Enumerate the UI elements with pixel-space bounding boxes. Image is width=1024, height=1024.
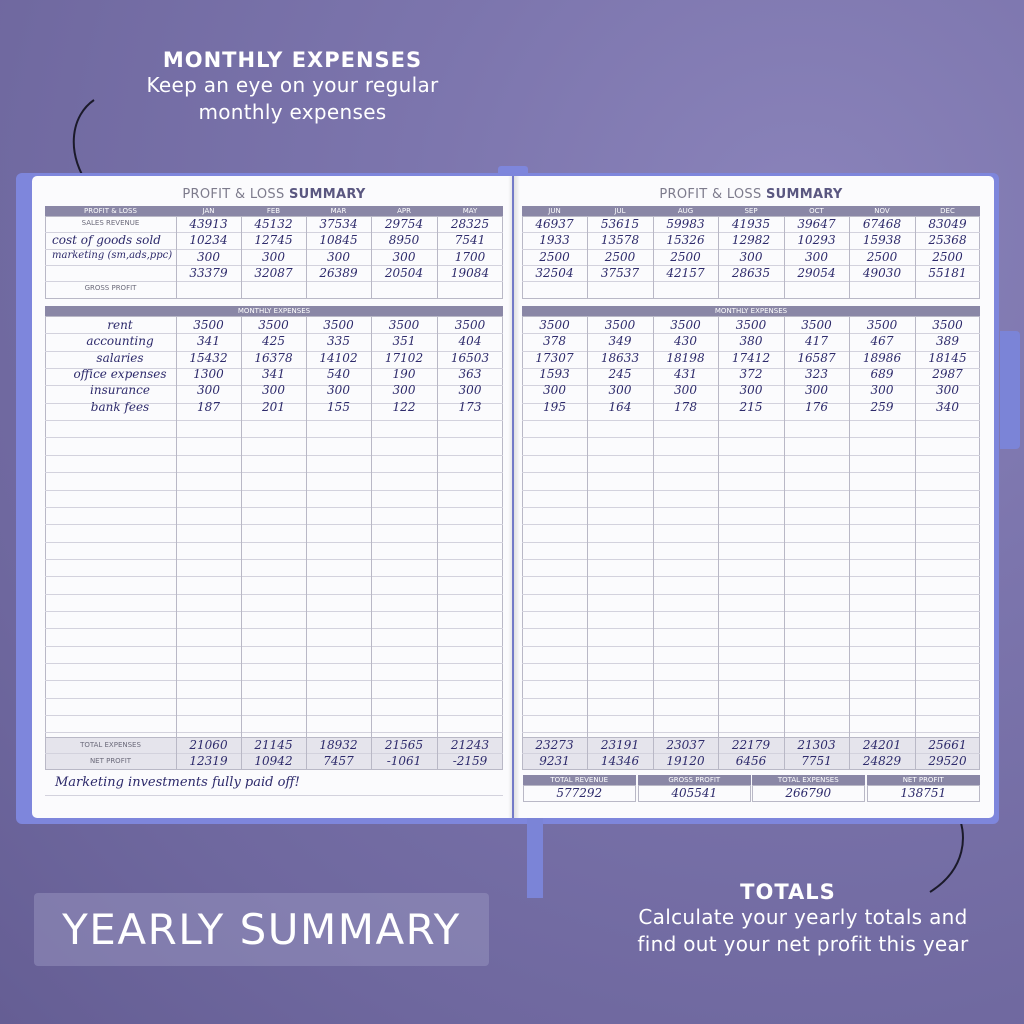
handwritten-value: 37537 — [600, 265, 640, 280]
expense-value: 425 — [262, 334, 285, 349]
total-value: 7457 — [323, 754, 354, 768]
month-header-bar — [45, 206, 503, 216]
handwritten-value: 10293 — [797, 233, 836, 248]
grid-line — [522, 594, 980, 595]
handwritten-value: 2500 — [604, 249, 636, 264]
gross-profit-label: GROSS PROFIT — [84, 284, 137, 293]
net-profit-label: NET PROFIT — [89, 757, 132, 765]
grid-line — [45, 472, 503, 473]
handwritten-value: 300 — [197, 249, 220, 264]
yearly-total-value: 138751 — [900, 786, 947, 800]
total-value: 10942 — [254, 754, 293, 768]
total-value: 24201 — [862, 738, 902, 752]
total-value: 25661 — [928, 738, 967, 752]
expense-value: 3500 — [193, 318, 224, 332]
grid-line — [522, 524, 980, 525]
grid-line — [718, 316, 719, 750]
expense-label: accounting — [86, 334, 154, 349]
expense-value: 122 — [392, 399, 416, 414]
expense-value: 2987 — [932, 366, 963, 381]
month-header-label: APR — [397, 207, 411, 215]
total-value: 23273 — [535, 738, 574, 752]
grid-line — [522, 472, 980, 473]
handwritten-value: 46937 — [535, 217, 574, 231]
handwritten-label: cost of goods sold — [52, 233, 161, 248]
grid-line — [45, 611, 503, 612]
elastic-band — [1000, 331, 1020, 449]
expense-value: 363 — [458, 366, 482, 381]
grid-line — [45, 576, 503, 577]
month-header-label: JUN — [548, 207, 561, 215]
expense-value: 155 — [327, 399, 350, 414]
grid-line — [45, 490, 503, 491]
totals-line2: find out your net profit this year — [637, 932, 969, 956]
expense-value: 3500 — [735, 318, 767, 332]
expense-value: 380 — [739, 334, 763, 349]
expense-value: 190 — [392, 366, 416, 381]
expense-value: 201 — [262, 399, 285, 414]
expense-value: 17307 — [535, 350, 574, 365]
expense-value: 187 — [197, 399, 220, 414]
grid-line — [45, 646, 503, 647]
handwritten-value: 2500 — [932, 249, 963, 264]
handwritten-value: 55181 — [928, 265, 967, 280]
expense-value: 372 — [739, 366, 763, 381]
expense-value: 300 — [327, 383, 350, 398]
handwritten-value: 7541 — [454, 233, 486, 248]
expense-value: 431 — [674, 366, 697, 381]
expense-value: 18986 — [862, 350, 902, 365]
expense-value: 404 — [458, 334, 482, 349]
handwritten-value: 29754 — [384, 217, 424, 231]
grid-line — [45, 628, 503, 629]
expense-value: 17102 — [384, 350, 424, 365]
grid-line — [522, 455, 980, 456]
handwritten-value: 300 — [805, 249, 828, 264]
expense-value: 3500 — [801, 318, 832, 332]
grid-line — [522, 490, 980, 491]
grid-line — [587, 316, 588, 750]
grid-line — [45, 542, 503, 543]
handwritten-value: 300 — [327, 249, 350, 264]
grid-line — [241, 316, 242, 750]
expenses-box — [522, 316, 980, 751]
month-header-label: NOV — [874, 207, 890, 215]
grid-line — [522, 542, 980, 543]
handwritten-value: 2500 — [539, 249, 570, 264]
handwritten-value: 32087 — [254, 265, 293, 280]
expense-value: 173 — [458, 399, 482, 414]
handwritten-value: 33379 — [189, 265, 228, 280]
expense-value: 300 — [608, 383, 632, 398]
expense-label: insurance — [90, 383, 150, 398]
page-gutter — [508, 176, 520, 818]
expense-value: 540 — [327, 366, 350, 381]
expense-value: 215 — [739, 399, 763, 414]
grid-line — [522, 732, 980, 733]
expense-value: 300 — [392, 383, 416, 398]
month-header-label: SEP — [744, 207, 758, 215]
expense-value: 178 — [674, 399, 697, 414]
handwritten-value: 10845 — [319, 233, 358, 248]
total-value: 23037 — [666, 738, 705, 752]
handwritten-value: 12745 — [254, 233, 293, 248]
expense-value: 1300 — [193, 366, 224, 381]
month-header-bar — [522, 206, 980, 216]
total-value: -2159 — [452, 754, 488, 768]
expense-value: 689 — [870, 366, 894, 381]
grid-line — [371, 316, 372, 750]
month-header-label: OCT — [809, 207, 824, 215]
grid-line — [45, 524, 503, 525]
expense-value: 300 — [674, 383, 697, 398]
handwritten-value: 37534 — [319, 217, 358, 231]
total-value: 21565 — [384, 738, 424, 752]
grid-line — [306, 316, 307, 750]
handwritten-value: 15938 — [862, 233, 902, 248]
sales-revenue-label: SALES REVENUE — [81, 219, 140, 227]
expense-label: rent — [107, 318, 133, 332]
yearly-summary-banner: YEARLY SUMMARY — [34, 893, 489, 966]
expense-value: 3500 — [258, 318, 289, 332]
total-value: 12319 — [189, 754, 228, 768]
handwritten-value: 1700 — [454, 249, 486, 264]
expense-value: 18633 — [600, 350, 640, 365]
grid-line — [784, 316, 785, 750]
expense-value: 300 — [197, 383, 220, 398]
yearly-total-label: NET PROFIT — [867, 775, 980, 785]
total-value: 6456 — [735, 754, 767, 768]
expense-label: office expenses — [73, 366, 167, 381]
yearly-total-value: 405541 — [671, 786, 718, 800]
grid-line — [45, 455, 503, 456]
handwritten-value: 12982 — [731, 233, 771, 248]
expense-value: 349 — [608, 334, 632, 349]
expense-value: 164 — [608, 399, 632, 414]
expense-value: 300 — [870, 383, 894, 398]
grid-line — [176, 316, 177, 750]
expense-value: 3500 — [932, 318, 963, 332]
grid-line — [45, 281, 503, 282]
handwritten-value: 300 — [262, 249, 285, 264]
grid-line — [45, 715, 503, 716]
expense-value: 340 — [936, 399, 959, 414]
expense-value: 351 — [392, 334, 416, 349]
month-header-label: PROFIT & LOSS — [84, 207, 137, 215]
grid-line — [653, 316, 654, 750]
grid-line — [522, 611, 980, 612]
expense-value: 300 — [805, 383, 828, 398]
expense-value: 18198 — [666, 350, 705, 365]
handwritten-value: 83049 — [928, 217, 967, 231]
total-value: 19120 — [666, 754, 705, 768]
expense-value: 300 — [458, 383, 482, 398]
expense-value: 3500 — [454, 318, 486, 332]
handwritten-value: 300 — [392, 249, 416, 264]
month-header-label: MAR — [330, 207, 347, 215]
page-title-right: PROFIT & LOSS SUMMARY — [659, 187, 843, 202]
bookmark-ribbon — [527, 818, 543, 898]
yearly-total-label: GROSS PROFIT — [638, 775, 751, 785]
total-value: 21243 — [450, 738, 490, 752]
handwritten-label: marketing (sm,ads,ppc) — [52, 249, 173, 261]
monthly-expenses-callout — [105, 48, 480, 126]
expense-label: salaries — [96, 350, 144, 365]
total-value: 21145 — [254, 738, 293, 752]
totals-heading: TOTALS — [740, 880, 836, 904]
totals-line1: Calculate your yearly totals and — [638, 905, 968, 929]
month-header-label: JUL — [614, 207, 626, 215]
total-value: 21060 — [189, 738, 228, 752]
monthly-expenses-header: MONTHLY EXPENSES — [45, 306, 503, 316]
expense-value: 3500 — [670, 318, 701, 332]
grid-line — [522, 576, 980, 577]
grid-line — [45, 698, 503, 699]
total-value: -1061 — [386, 754, 422, 768]
grid-line — [45, 559, 503, 560]
expense-value: 300 — [543, 383, 566, 398]
expense-value: 3500 — [604, 318, 636, 332]
grid-line — [45, 732, 503, 733]
grid-line — [437, 316, 438, 750]
grid-line — [522, 507, 980, 508]
handwritten-value: 43913 — [189, 217, 228, 231]
total-value: 22179 — [731, 738, 771, 752]
monthly-expenses-line2: monthly expenses — [198, 100, 387, 124]
total-value: 21303 — [797, 738, 836, 752]
monthly-expenses-header: MONTHLY EXPENSES — [522, 306, 980, 316]
grid-line — [45, 663, 503, 664]
yearly-total-value: 266790 — [785, 786, 832, 800]
expense-value: 467 — [870, 334, 894, 349]
expense-value: 15432 — [189, 350, 228, 365]
expense-value: 323 — [805, 366, 828, 381]
total-value: 29520 — [928, 754, 967, 768]
handwritten-value: 28325 — [450, 217, 490, 231]
expense-value: 16587 — [797, 350, 836, 365]
handwritten-value: 2500 — [866, 249, 898, 264]
expense-value: 378 — [543, 334, 566, 349]
grid-line — [849, 316, 850, 750]
total-value: 18932 — [319, 738, 358, 752]
expense-label: bank fees — [90, 399, 150, 414]
expense-value: 3500 — [539, 318, 570, 332]
handwritten-value: 39647 — [797, 217, 836, 231]
month-header-label: AUG — [677, 207, 694, 215]
yearly-total-label: TOTAL REVENUE — [523, 775, 636, 785]
expense-value: 14102 — [319, 350, 358, 365]
expense-value: 195 — [543, 399, 566, 414]
month-header-label: FEB — [266, 207, 281, 215]
expense-value: 3500 — [323, 318, 354, 332]
total-value: 23191 — [600, 738, 640, 752]
month-header-label: MAY — [462, 207, 478, 215]
note-text: Marketing investments fully paid off! — [55, 775, 300, 790]
expense-value: 245 — [608, 366, 632, 381]
grid-line — [915, 316, 916, 750]
expense-value: 16378 — [254, 350, 293, 365]
total-value: 7751 — [801, 754, 832, 768]
total-value: 9231 — [539, 754, 570, 768]
expense-value: 16503 — [450, 350, 490, 365]
page-title-left: PROFIT & LOSS SUMMARY — [182, 187, 366, 202]
expense-value: 389 — [936, 334, 959, 349]
total-value: 24829 — [862, 754, 902, 768]
monthly-expenses-heading: MONTHLY EXPENSES — [162, 48, 423, 72]
grid-line — [522, 680, 980, 681]
expense-value: 3500 — [866, 318, 898, 332]
expense-value: 17412 — [731, 350, 771, 365]
handwritten-value: 1933 — [539, 233, 570, 248]
monthly-expenses-line1: Keep an eye on your regular — [146, 73, 439, 97]
expense-value: 1593 — [539, 366, 570, 381]
handwritten-value: 8950 — [388, 233, 420, 248]
grid-line — [45, 594, 503, 595]
handwritten-value: 32504 — [535, 265, 574, 280]
month-header-label: JAN — [202, 207, 215, 215]
grid-line — [45, 420, 503, 421]
grid-line — [522, 437, 980, 438]
total-expenses-label: TOTAL EXPENSES — [80, 741, 141, 749]
expense-value: 18145 — [928, 350, 967, 365]
handwritten-value: 29054 — [797, 265, 836, 280]
grid-line — [45, 680, 503, 681]
grid-line — [522, 559, 980, 560]
month-header-label: DEC — [940, 207, 955, 215]
handwritten-value: 26389 — [319, 265, 358, 280]
total-value: 14346 — [600, 754, 640, 768]
handwritten-value: 19084 — [450, 265, 490, 280]
handwritten-value: 25368 — [928, 233, 967, 248]
grid-line — [45, 507, 503, 508]
handwritten-value: 2500 — [670, 249, 701, 264]
expense-value: 430 — [674, 334, 697, 349]
handwritten-value: 300 — [739, 249, 763, 264]
handwritten-value: 10234 — [189, 233, 228, 248]
grid-line — [45, 437, 503, 438]
grid-line — [522, 628, 980, 629]
expense-value: 176 — [805, 399, 828, 414]
handwritten-value: 20504 — [384, 265, 424, 280]
expenses-box — [45, 316, 503, 751]
handwritten-value: 45132 — [254, 217, 293, 231]
handwritten-value: 49030 — [862, 265, 902, 280]
expense-value: 259 — [870, 399, 894, 414]
grid-line — [522, 420, 980, 421]
expense-value: 341 — [197, 334, 220, 349]
expense-value: 300 — [739, 383, 763, 398]
handwritten-value: 41935 — [731, 217, 771, 231]
grid-line — [522, 715, 980, 716]
handwritten-value: 13578 — [600, 233, 640, 248]
handwritten-value: 28635 — [731, 265, 771, 280]
handwritten-value: 59983 — [666, 217, 705, 231]
grid-line — [522, 646, 980, 647]
yearly-total-label: TOTAL EXPENSES — [752, 775, 865, 785]
expense-value: 341 — [262, 366, 285, 381]
handwritten-value: 15326 — [666, 233, 705, 248]
expense-value: 335 — [327, 334, 350, 349]
grid-line — [522, 281, 980, 282]
grid-line — [522, 663, 980, 664]
expense-value: 3500 — [388, 318, 420, 332]
expense-value: 300 — [262, 383, 285, 398]
handwritten-value: 67468 — [862, 217, 902, 231]
expense-value: 417 — [805, 334, 828, 349]
note-line — [45, 795, 503, 796]
expense-value: 300 — [936, 383, 959, 398]
yearly-total-value: 577292 — [556, 786, 603, 800]
handwritten-value: 42157 — [666, 265, 705, 280]
grid-line — [522, 698, 980, 699]
handwritten-value: 53615 — [600, 217, 640, 231]
